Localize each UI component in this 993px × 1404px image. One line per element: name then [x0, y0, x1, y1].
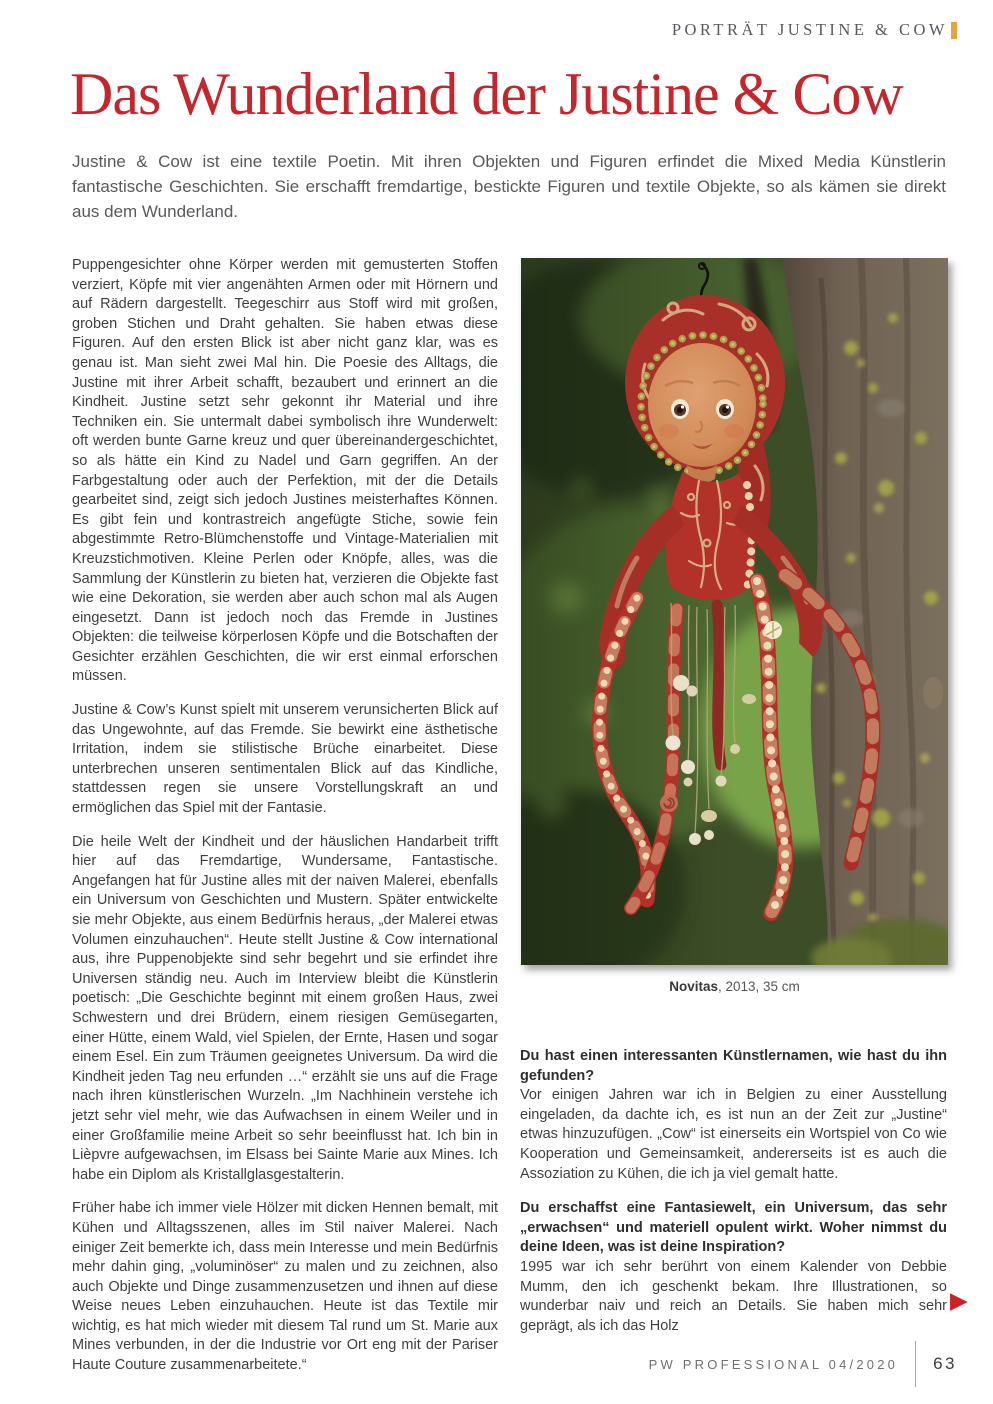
kicker-label: PORTRÄT JUSTINE & COW	[671, 20, 948, 39]
magazine-name: PW PROFESSIONAL 04/2020	[648, 1356, 899, 1372]
gold-bar-icon	[951, 22, 957, 39]
interview-question-1: Du hast einen interessanten Künstlernamen, wie hast du ihn gefunden?	[520, 1048, 947, 1084]
article-paragraph-3: Die heile Welt der Kindheit und der häuslichen Handarbeit trifft hier auf das Fremdartige, Wundersame, Fantastische. Angefangen hat für Justine alles mit der naiven Malerei, ebenfalls ein Universum von Geschichten und Mustern. Später entwickelte sie mehr Objekte, aus einem Bedürfnis heraus, „der Malerei etwas Volumen einzuhauchen“. Heute stellt Justine & Cow international aus, ihre Puppenobjekte sind sehr begehrt und sie erfindet ihre Universen ständig neu. Auch im Interview bleibt die Künstlerin poetisch: „Die Geschichte beginnt mit einem großen Haus, zwei Schwestern und drei Brüdern, einem riesigen Gemüsegarten, einer Hütte, einem Wald, viel Spielen, der Ernte, Hasen und sogar einem Esel. Ein zum Träumen geeignetes Universum. Da wird die Kindheit jeden Tag neu erfunden …“ erzählt sie uns auf die Frage nach ihren künstlerischen Wurzeln. „Im Nachhinein verstehe ich jetzt sehr viel mehr, wie das Aufwachsen in einem Weiler und in einer Großfamilie meine Arbeit so sehr beeinflusst hat. Ich bin in Lièpvre aufgewachsen, im Elsass bei Sainte Marie aux Mines. Ich habe ein Diplom als Kristallglasgestalterin.	[72, 833, 498, 1183]
footer-divider	[915, 1341, 916, 1387]
caption-artwork-name: Novitas	[669, 979, 718, 994]
interview-answer-1: Vor einigen Jahren war ich in Belgien zu einer Ausstellung eingeladen, da dachte ich, es ist nun an der Zeit zur „Justine“ etwas hinzuzufügen. „Cow“ ist einerseits ein Wortspiel von Co wie Kooperation und Gemeinsamkeit, andererseits ist es auch die Assoziation zu Kühen, die ich ja viel gemalt hatte.	[520, 1087, 947, 1182]
article-paragraph-2: Justine & Cow’s Kunst spielt mit unserem verunsicherten Blick auf das Ungewohnte, auf das Fremde. Sie bewirkt eine ästhetische Irritation, indem sie stilistische Brüche einarbeitet. Diese unterbrechen unseren sentimentalen Blick auf das Kindliche, stattdessen regen sie unsere Vorstellungskraft an und ermöglichen das Spiel mit der Fantasie.	[72, 702, 498, 817]
interview-question-2: Du erschaffst eine Fantasiewelt, ein Universum, das sehr „erwachsen“ und materiell opulent wirkt. Woher nimmst du deine Ideen, was ist deine Inspiration?	[520, 1200, 947, 1256]
article-body	[72, 256, 498, 1390]
article-paragraph-4: Früher habe ich immer viele Hölzer mit dicken Hennen bemalt, mit Kühen und Alltagsszenen, alles im Stil naiver Malerei. Nach einiger Zeit bemerkte ich, dass mein Interesse und mein Bedürfnis mehr dahin ging, „voluminöser“ zu malen und zu zeichnen, also auch Objekte und Dinge zusammenzusetzen und ihnen auf diese Weise neues Leben einzuhauchen. Heute ist das Textile mir wichtig, es hat mich wieder mit diesem Tal rund um St. Marie aux Mines verbunden, in der die Industrie vor Ort eng mit der Pariser Haute Couture zusammenarbeitete.“	[72, 1200, 498, 1374]
page-number: 63	[933, 1354, 957, 1373]
caption-details: , 2013, 35 cm	[717, 979, 800, 994]
continue-arrow-icon: ▶	[950, 1288, 968, 1314]
page-kicker	[672, 20, 957, 40]
page-footer	[649, 1340, 957, 1388]
interview-answer-2: 1995 war ich sehr berührt von einem Kalender von Debbie Mumm, den ich geschenkt bekam. Ihre Illustrationen, so wunderbar naiv und reich an Details. Sie haben mich sehr geprägt, als ich das Holz	[520, 1258, 947, 1334]
page-title: Das Wunderland der Justine & Cow	[70, 61, 903, 127]
interview-section	[520, 1047, 947, 1336]
doll-artwork-illustration	[521, 258, 948, 965]
photo-caption	[521, 979, 948, 994]
doll-torso	[665, 471, 755, 600]
artwork-photo	[521, 258, 948, 965]
intro-paragraph: Justine & Cow ist eine textile Poetin. Mit ihren Objekten und Figuren erfindet die Mixed Media Künstlerin fantastische Geschichten. Sie erschafft fremdartige, bestickte Figuren und textile Objekte, so als kämen sie direkt aus dem Wunderland.	[72, 152, 946, 221]
article-paragraph-1: Puppengesichter ohne Körper werden mit gemusterten Stoffen verziert, Köpfe mit vier angenähten Armen oder mit Hörnern und auf Rädern dargestellt. Teegeschirr aus Stoff wird mit großen, groben Stichen und Draht gehalten. Sie haben etwas diese Figuren. Auf den ersten Blick ist aber nicht ganz klar, was es genau ist. Man sieht zwei Mal hin. Die Poesie des Alltags, die Justine mit ihrer Arbeit schafft, bezaubert und erinnert an die Kindheit. Justine setzt sehr gekonnt ihr Material und ihre Techniken ein. Sie untermalt dabei symbolisch ihre Wunderwelt: oft werden bunte Garne kreuz und quer übereinandergeschichtet, so als hätte ein Kind zu Nadel und Garn gegriffen. An der Farbgestaltung oder auch der Perfektion, mit der die Details gearbeitet sind, zeigt sich jedoch Justines meisterhaftes Können. Es gibt fein und kontrastreich angefügte Stiche, sowie fein abgestimmte Retro-Blümchenstoffe und Vintage-Materialien mit Kreuzstichmotiven. Kleine Perlen oder Knöpfe, alles, was die Sammlung der Künstlerin zu bieten hat, verzieren die Objekte fast wie eine Dekoration, sie werden aber auch schon mal als Augen eingesetzt. Dann ist jedoch noch das Fremde in Justines Objekten: die teilweise körperlosen Köpfe und die Botschaften der Gesichter erzählen Geschichten, die wir erst einmal erforschen müssen.	[72, 257, 498, 685]
